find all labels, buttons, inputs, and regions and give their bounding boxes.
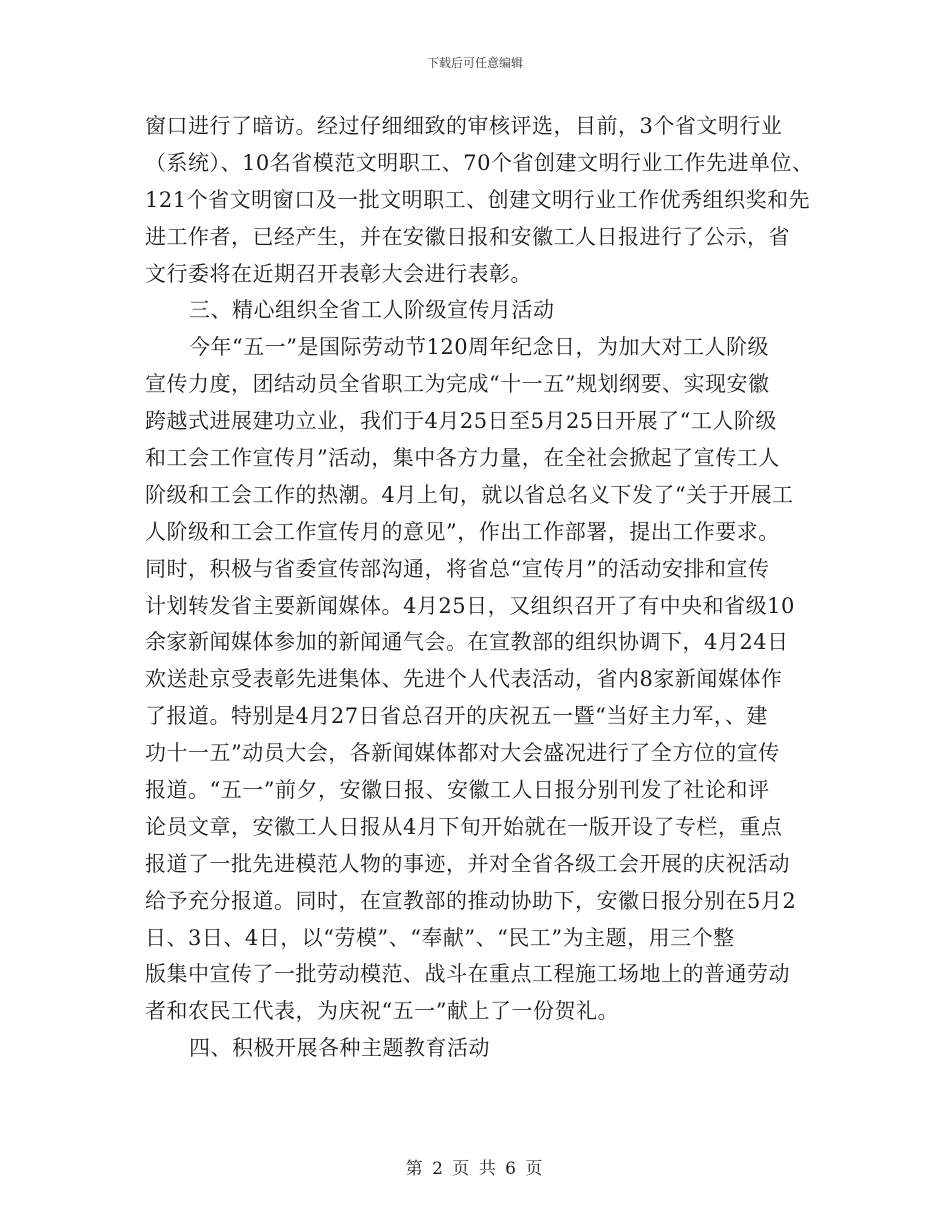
text-line: 121个省文明窗口及一批文明职工、创建文明行业工作优秀组织奖和先 (145, 187, 811, 212)
text-line: 跨越式进展建功立业，我们于4月25日至5月25日开展了“工人阶级 (145, 409, 777, 434)
text-line: （系统）、10名省模范文明职工、70个省创建文明行业工作先进单位、 (145, 150, 814, 175)
text-line: 余家新闻媒体参加的新闻通气会。在宣教部的组织协调下，4月24日 (145, 630, 789, 655)
text-line: 了报道。特别是4月27日省总召开的庆祝五一暨“当好主力军，、建 (145, 704, 768, 729)
text-line: 报道了一批先进模范人物的事迹，并对全省各级工会开展的庆祝活动 (145, 851, 790, 876)
text-line: 给予充分报道。同时，在宣教部的推动协助下，安徽日报分别在5月2 (145, 888, 797, 913)
text-line: 报道。“五一”前夕，安徽日报、安徽工人日报分别刊发了社论和评 (145, 778, 770, 803)
text-line: 日、3日、4日，以“劳模”、“奉献”、“民工”为主题，用三个整 (145, 925, 735, 950)
section-heading: 三、精心组织全省工人阶级宣传月活动 (189, 298, 555, 323)
text-line: 者和农民工代表，为庆祝“五一”献上了一份贺礼。 (145, 999, 619, 1024)
section-heading: 四、积极开展各种主题教育活动 (189, 1036, 490, 1061)
text-line: 人阶级和工会工作宣传月的意见”，作出工作部署，提出工作要求。 (145, 519, 780, 544)
page-number: 第 2 页 共 6 页 (405, 1159, 545, 1179)
text-line: 论员文章，安徽工人日报从4月下旬开始就在一版开设了专栏，重点 (145, 814, 783, 839)
text-line: 宣传力度，团结动员全省职工为完成“十一五”规划纲要、实现安徽 (145, 372, 770, 397)
page-header-note: 下载后可任意编辑 (426, 56, 523, 70)
text-line: 版集中宣传了一批劳动模范、战斗在重点工程施工场地上的普通劳动 (145, 962, 790, 987)
text-line: 计划转发省主要新闻媒体。4月25日，又组织召开了有中央和省级10 (145, 593, 795, 618)
document-body (145, 108, 815, 1067)
text-line: 同时，积极与省委宣传部沟通，将省总“宣传月”的活动安排和宣传 (145, 556, 770, 581)
text-line: 功十一五”动员大会，各新闻媒体都对大会盛况进行了全方位的宣传 (145, 741, 780, 766)
text-line: 欢送赴京受表彰先进集体、先进个人代表活动，省内8家新闻媒体作 (145, 667, 783, 692)
text-line: 和工会工作宣传月”活动，集中各方力量，在全社会掀起了宣传工人 (145, 446, 780, 471)
text-line: 窗口进行了暗访。经过仔细细致的审核评选，目前，3个省文明行业 (145, 114, 783, 138)
text-line: 文行委将在近期召开表彰大会进行表彰。 (145, 261, 532, 286)
paragraph-start: 今年“五一”是国际劳动节120周年纪念日，为加大对工人阶级 (189, 335, 770, 360)
text-line: 阶级和工会工作的热潮。4月上旬，就以省总名义下发了“关于开展工 (145, 482, 794, 507)
text-line: 进工作者，已经产生，并在安徽日报和安徽工人日报进行了公示，省 (145, 224, 790, 249)
